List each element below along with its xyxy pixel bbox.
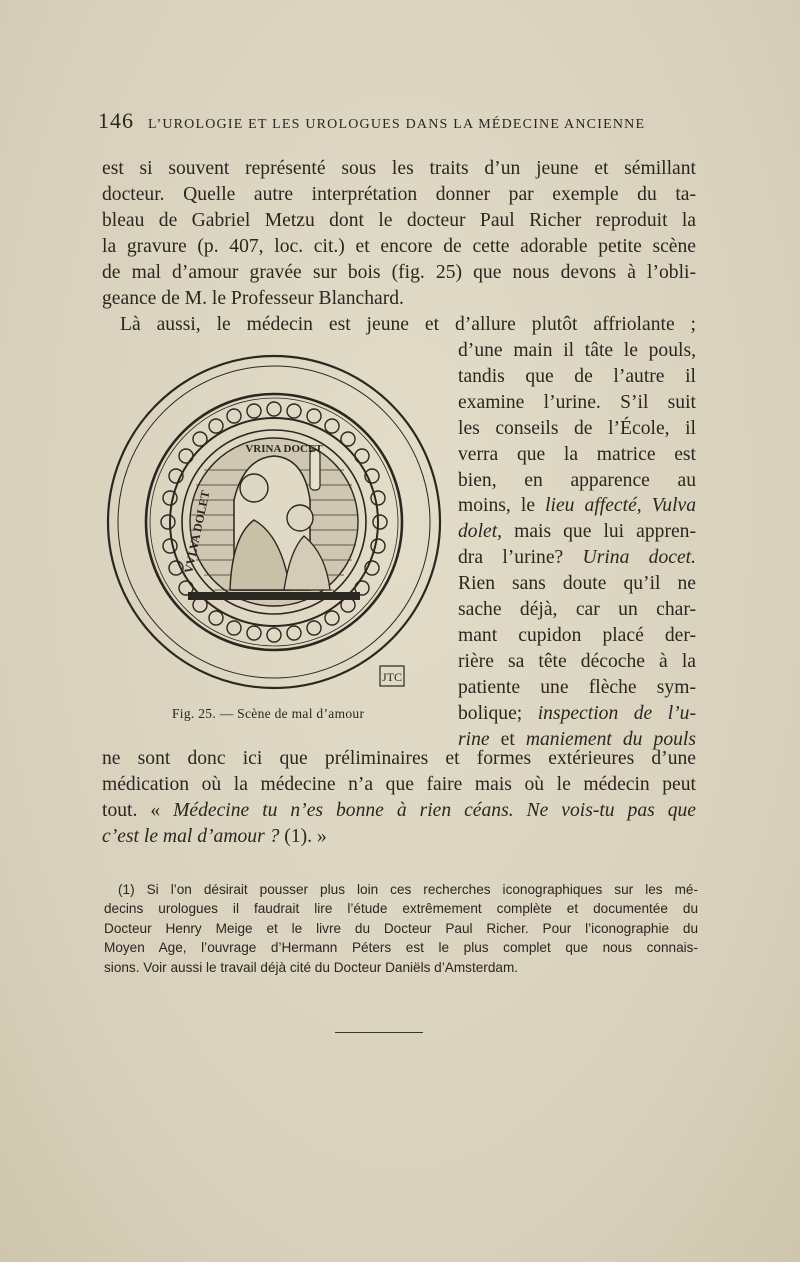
text-run: mais que lui appren- [502,521,696,543]
text-line: ne sont donc ici que préliminaires et formes extérieures d’une [102,748,696,769]
italic-run: Vulva [651,495,697,517]
italic-run: Urina docet. [582,547,696,569]
text-line: d’une main il tâte le pouls, [458,340,696,361]
text-run: , [636,495,652,517]
running-header [98,108,698,134]
text-run: (1). » [279,825,327,847]
divider-rule [335,1032,423,1033]
footnote [104,880,698,977]
engraving-illustration [104,340,444,710]
text-line: tandis que de l’autre il [458,365,696,387]
footnote-line: sions. Voir aussi le travail déjà cité du Docteur Daniëls d’Amsterdam. [104,959,519,975]
text-line: est si souvent représenté sous les traits d’un jeune et sémillant [102,158,696,179]
italic-run: lieu affecté [545,495,637,517]
text-line [102,824,696,850]
italic-run: c’est le mal d’amour ? [102,825,280,847]
text-line: les conseils de l’École, il [458,417,696,439]
italic-run: maniement du pouls [525,728,697,750]
text-run: tout. « [102,799,174,821]
band-text-left: VVLVA DOLET [181,489,213,575]
text-line: docteur. Quelle autre interprétation donner par exemple du ta- [102,183,696,205]
italic-run: inspection de l’u- [537,702,696,724]
text-line: rière sa tête décoche à la [458,650,696,672]
text-line: de mal d’amour gravée sur bois (fig. 25) que nous devons à l’obli- [102,261,696,283]
text-line [102,798,696,824]
text-line: mant cupidon placé der- [458,624,696,646]
text-line: patiente une flèche sym- [458,676,696,698]
paragraph-1 [102,156,696,311]
footnote-line: (1) Si l’on désirait pousser plus loin ces recherches iconographiques sur les mé- [118,882,698,897]
text-run: et [489,728,526,750]
text-line: bien, en apparence au [458,469,696,491]
footnote-line: decins urologues il faudrait lire l’étude extrêmement complète et documentée du [104,901,698,917]
text-line: la gravure (p. 407, loc. cit.) et encore de cette adorable petite scène [102,235,696,257]
text-run: moins, le [458,495,546,517]
text-run: bolique; [458,702,538,724]
footnote-line: Docteur Henry Meige et le livre du Docteur Paul Richer. Pour l’iconographie du [104,920,698,936]
footnote-line: Moyen Age, l’ouvrage d’Hermann Péters est le plus complet que nous connais- [104,940,698,956]
text-line: bleau de Gabriel Metzu dont le docteur Paul Richer reproduit la [102,209,696,231]
running-title: L’UROLOGIE ET LES UROLOGUES DANS LA MÉDECINE ANCIENNE [148,117,646,132]
page-number: 146 [98,108,134,133]
italic-run: dolet, [458,521,503,543]
monogram: JTC [381,670,403,684]
text-line: verra que la matrice est [458,443,696,465]
text-line [458,493,696,519]
text-line: Là aussi, le médecin est jeune et d’allure plutôt affriolante ; [120,314,696,335]
text-line [458,701,696,727]
text-line: Rien sans doute qu’il ne [458,573,696,595]
italic-run: rine [458,728,490,750]
paragraph-2-column [458,338,696,753]
text-line: sache déjà, car un char- [458,599,696,621]
figure-caption: Fig. 25. — Scène de mal d’amour [172,706,365,721]
text-line: médication où la médecine n’a que faire mais où le médecin peut [102,773,696,795]
paragraph-3 [102,746,696,850]
band-text-top: VRINA DOCET [245,443,323,455]
text-line: geance de M. le Professeur Blanchard. [102,287,404,309]
figure-engraving [104,340,444,720]
text-run: dra l’urine? [458,547,583,569]
italic-run: Médecine tu n’es bonne à rien céans. Ne vois-tu pas que [173,799,696,821]
text-line: examine l’urine. S’il suit [458,391,696,413]
text-line [458,519,696,545]
text-line [458,545,696,571]
paragraph-2-first-line [102,312,696,338]
